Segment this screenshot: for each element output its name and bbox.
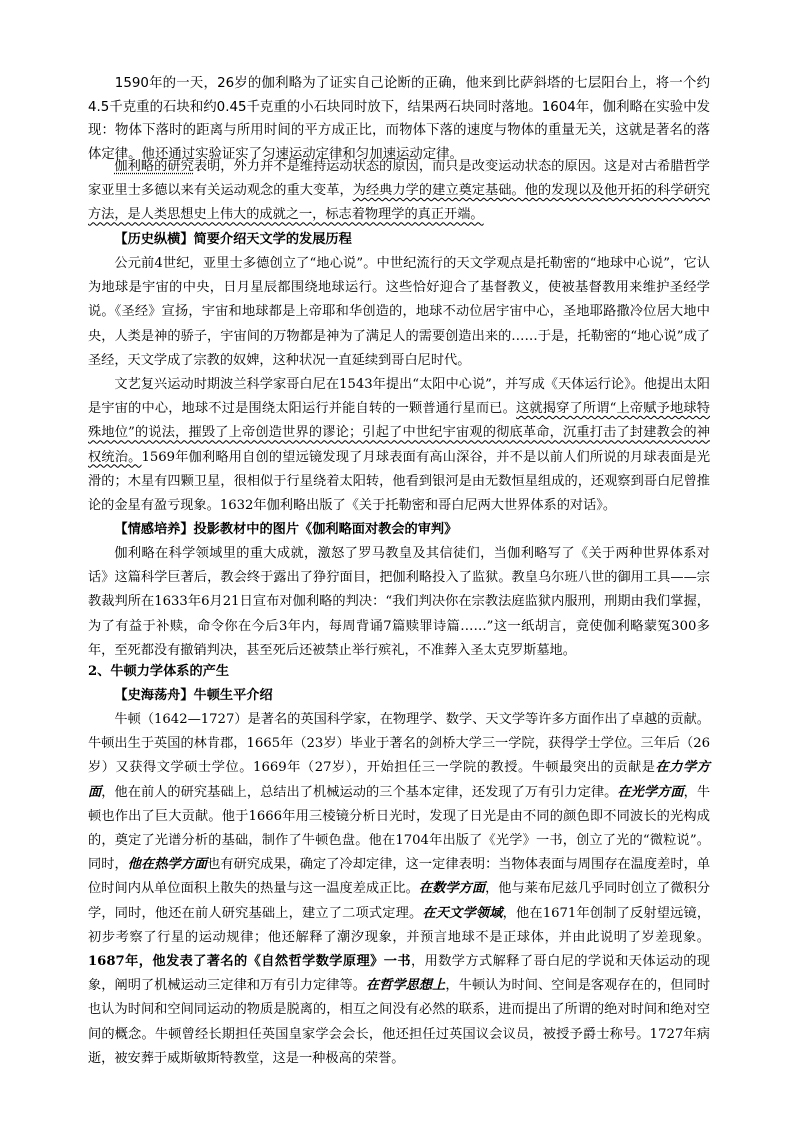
paragraph-galileo-trial: 伽利略在科学领域里的重大成就，激怒了罗马教皇及其信徒们，当伽利略写了《关于两种世界体系对话》这篇科学巨著后，教会终于露出了狰狞面目，把伽利略投入了监狱。教皇乌尔班八世的御用工具——宗教裁判所在1633年6月21日宣布对伽利略的判决：“我们判决你在宗教法庭监狱内服刑，刑期由我们掌握，为了有益于补赎，命令你在今后3年内，每周背诵7篇赎罪诗篇……”这一纸胡言，竟使伽利略蒙冤300多年，至死都没有撤销判决，甚至死后还被禁止举行殡礼，不准葬入圣太克罗斯墓地。 — [88, 546, 710, 658]
text-run: ，用数学方式解释了哥白尼的学说和天体运动的现象，阐明了机械运动三定律和万有引力定律等。 — [88, 954, 710, 994]
underlined-phrase: 伽利略的研究 — [114, 159, 194, 174]
paragraph-newton-bio — [88, 708, 710, 1071]
section-tag: 【史海荡舟】 — [114, 688, 194, 703]
text-run: ，他在前人的研究基础上，总结出了机械运动的三个基本定律，还发现了万有引力定律。 — [101, 784, 618, 800]
paragraph-galileo-significance — [88, 155, 710, 228]
text-run: 1569年伽利略用自创的望远镜发现了月球表面有高山深谷，并不是以前人们所说的月球表面是光滑的；木星有四颗卫星，很相似于行星绕着太阳转，他看到银河是由无数恒星组成的，还观察到哥白尼曾推论的金星有盈亏现象。1632年伽利略出版了《关于托勒密和哥白尼两大世界体系的对话》。 — [88, 449, 711, 514]
emphasis-mechanics: 在力学方面 — [88, 760, 710, 800]
section-title: 牛顿生平介绍 — [193, 688, 273, 703]
text-run: ，他在1671年创制了反射望远镜，初步考察了行星的运动规律；他还解释了潮汐现象，并预言地球不是正球体，并由此说明了岁差现象。 — [88, 905, 711, 945]
text-run: ，他与莱布尼兹几乎同时创立了微积分学，同时，他还在前人研究基础上，建立了二项式定理。 — [88, 881, 711, 921]
section-title: 简要介绍天文学的发展历程 — [193, 232, 352, 247]
emphasis-math: 在数学方面 — [418, 881, 486, 897]
section-heading-emotion — [88, 518, 710, 542]
text-run: ，牛顿认为时间、空间是客观存在的，但同时也认为时间和空间同运动的物质是脱离的，相互之间没有必然的联系，进而提出了所谓的绝对时间和绝对空间的概念。牛顿曾经长期担任英国皇家学会会长，他还担任过英国议会议员，被授予爵士称号。1727年病逝，被安葬于威斯敏斯特教堂，这是一种极高的荣誉。 — [88, 978, 711, 1066]
emphasis-astronomy: 在天文学领域 — [422, 905, 503, 921]
text-run: 表明，外力并不是维持运动状态的原因，而只是改变运动状态的原因。这是对古希腊哲学家亚里士多德以来有关运动观念的重大变革， — [88, 159, 710, 199]
emphasis-optics: 在光学方面 — [617, 784, 684, 800]
wavy-underlined-text: 为经典力学的建立奠定基础。他的发现以及他开拓的科学研究方法，是人类思想史上伟大的成就之一，标志着物理学的真正开端。 — [88, 183, 710, 223]
wavy-underlined-text: 这就揭穿了所谓“上帝赋予地球特殊地位”的说法，摧毁了上帝创造世界的谬论；引起了中世纪宇宙观的彻底革命，沉重打击了封建教会的神权统治。 — [88, 401, 710, 465]
text-run: ，牛顿也作出了巨大贡献。他于1666年用三棱镜分析日光时，发现了日光是由不同的颜色即不同波长的光构成的，奠定了光谱分析的基础，制作了牛顿色盘。他在1704年出版了《光学》一书，创立了光的“微粒说”。同时， — [88, 784, 711, 873]
emphasis-thermal: 他在热学方面 — [127, 857, 208, 873]
section-heading-history — [88, 228, 710, 252]
paragraph-galileo-experiment: 1590年的一天，26岁的伽利略为了证实自己论断的正确，他来到比萨斜塔的七层阳台上，将一个约4.5千克重的石块和约0.45千克重的小石块同时放下，结果两石块同时落地。1604年，伽利略在实验中发现：物体下落时的距离与所用时间的平方成正比，而物体下落的速度与物体的重量无关，这就是著名的落体定律。他还通过实验证实了匀速运动定律和匀加速运动定律。 — [88, 76, 710, 162]
section-title: 投影教材中的图片《伽利略面对教会的审判》 — [193, 522, 458, 537]
text-run: 牛顿（1642—1727）是著名的英国科学家，在物理学、数学、天文学等许多方面作出了卓越的贡献。牛顿出生于英国的林肯郡，1665年（23岁）毕业于著名的剑桥大学三一学院，获得学士学位。三年后（26岁）又获得文学硕士学位。1669年（27岁），开始担任三一学院的教授。牛顿最突出的贡献是 — [88, 712, 710, 776]
text-run: 也有研究成果，确定了冷却定律，这一定律表明：当物体表面与周围存在温度差时，单位时间内从单位面积上散失的热量与这一温度差成正比。 — [88, 857, 711, 897]
section-heading-newton — [88, 684, 710, 708]
emphasis-principia: 1687年，他发表了著名的《自然哲学数学原理》一书 — [88, 954, 411, 970]
heading-newton-mechanics: 2、牛顿力学体系的产生 — [88, 664, 230, 679]
paragraph-copernicus — [88, 373, 710, 518]
section-tag: 【历史纵横】 — [114, 232, 194, 247]
paragraph-geocentric: 公元前4世纪，亚里士多德创立了“地心说”。中世纪流行的天文学观点是托勒密的“地球中心说”，它认为地球是宇宙的中央，日月星辰都围绕地球运行。这些恰好迎合了基督教义，使被基督教用来维护圣经学说。《圣经》宣扬，宇宙和地球都是上帝耶和华创造的，地球不动位居宇宙中心，圣地耶路撒冷位居大地中央，人类是神的骄子，宇宙间的万物都是神为了满足人的需要创造出来的……于是，托勒密的“地心说”成了圣经，天文学成了宗教的奴婢，这种状况一直延续到哥白尼时代。 — [88, 256, 710, 368]
emphasis-philosophy: 在哲学思想上 — [365, 978, 446, 994]
text-run: 文艺复兴运动时期波兰科学家哥白尼在1543年提出“太阳中心说”，并写成《天体运行论》。他提出太阳是宇宙的中心，地球不过是围绕太阳运行并能自转的一颗普通行星而已。 — [88, 377, 710, 417]
section-tag: 【情感培养】 — [114, 522, 194, 537]
